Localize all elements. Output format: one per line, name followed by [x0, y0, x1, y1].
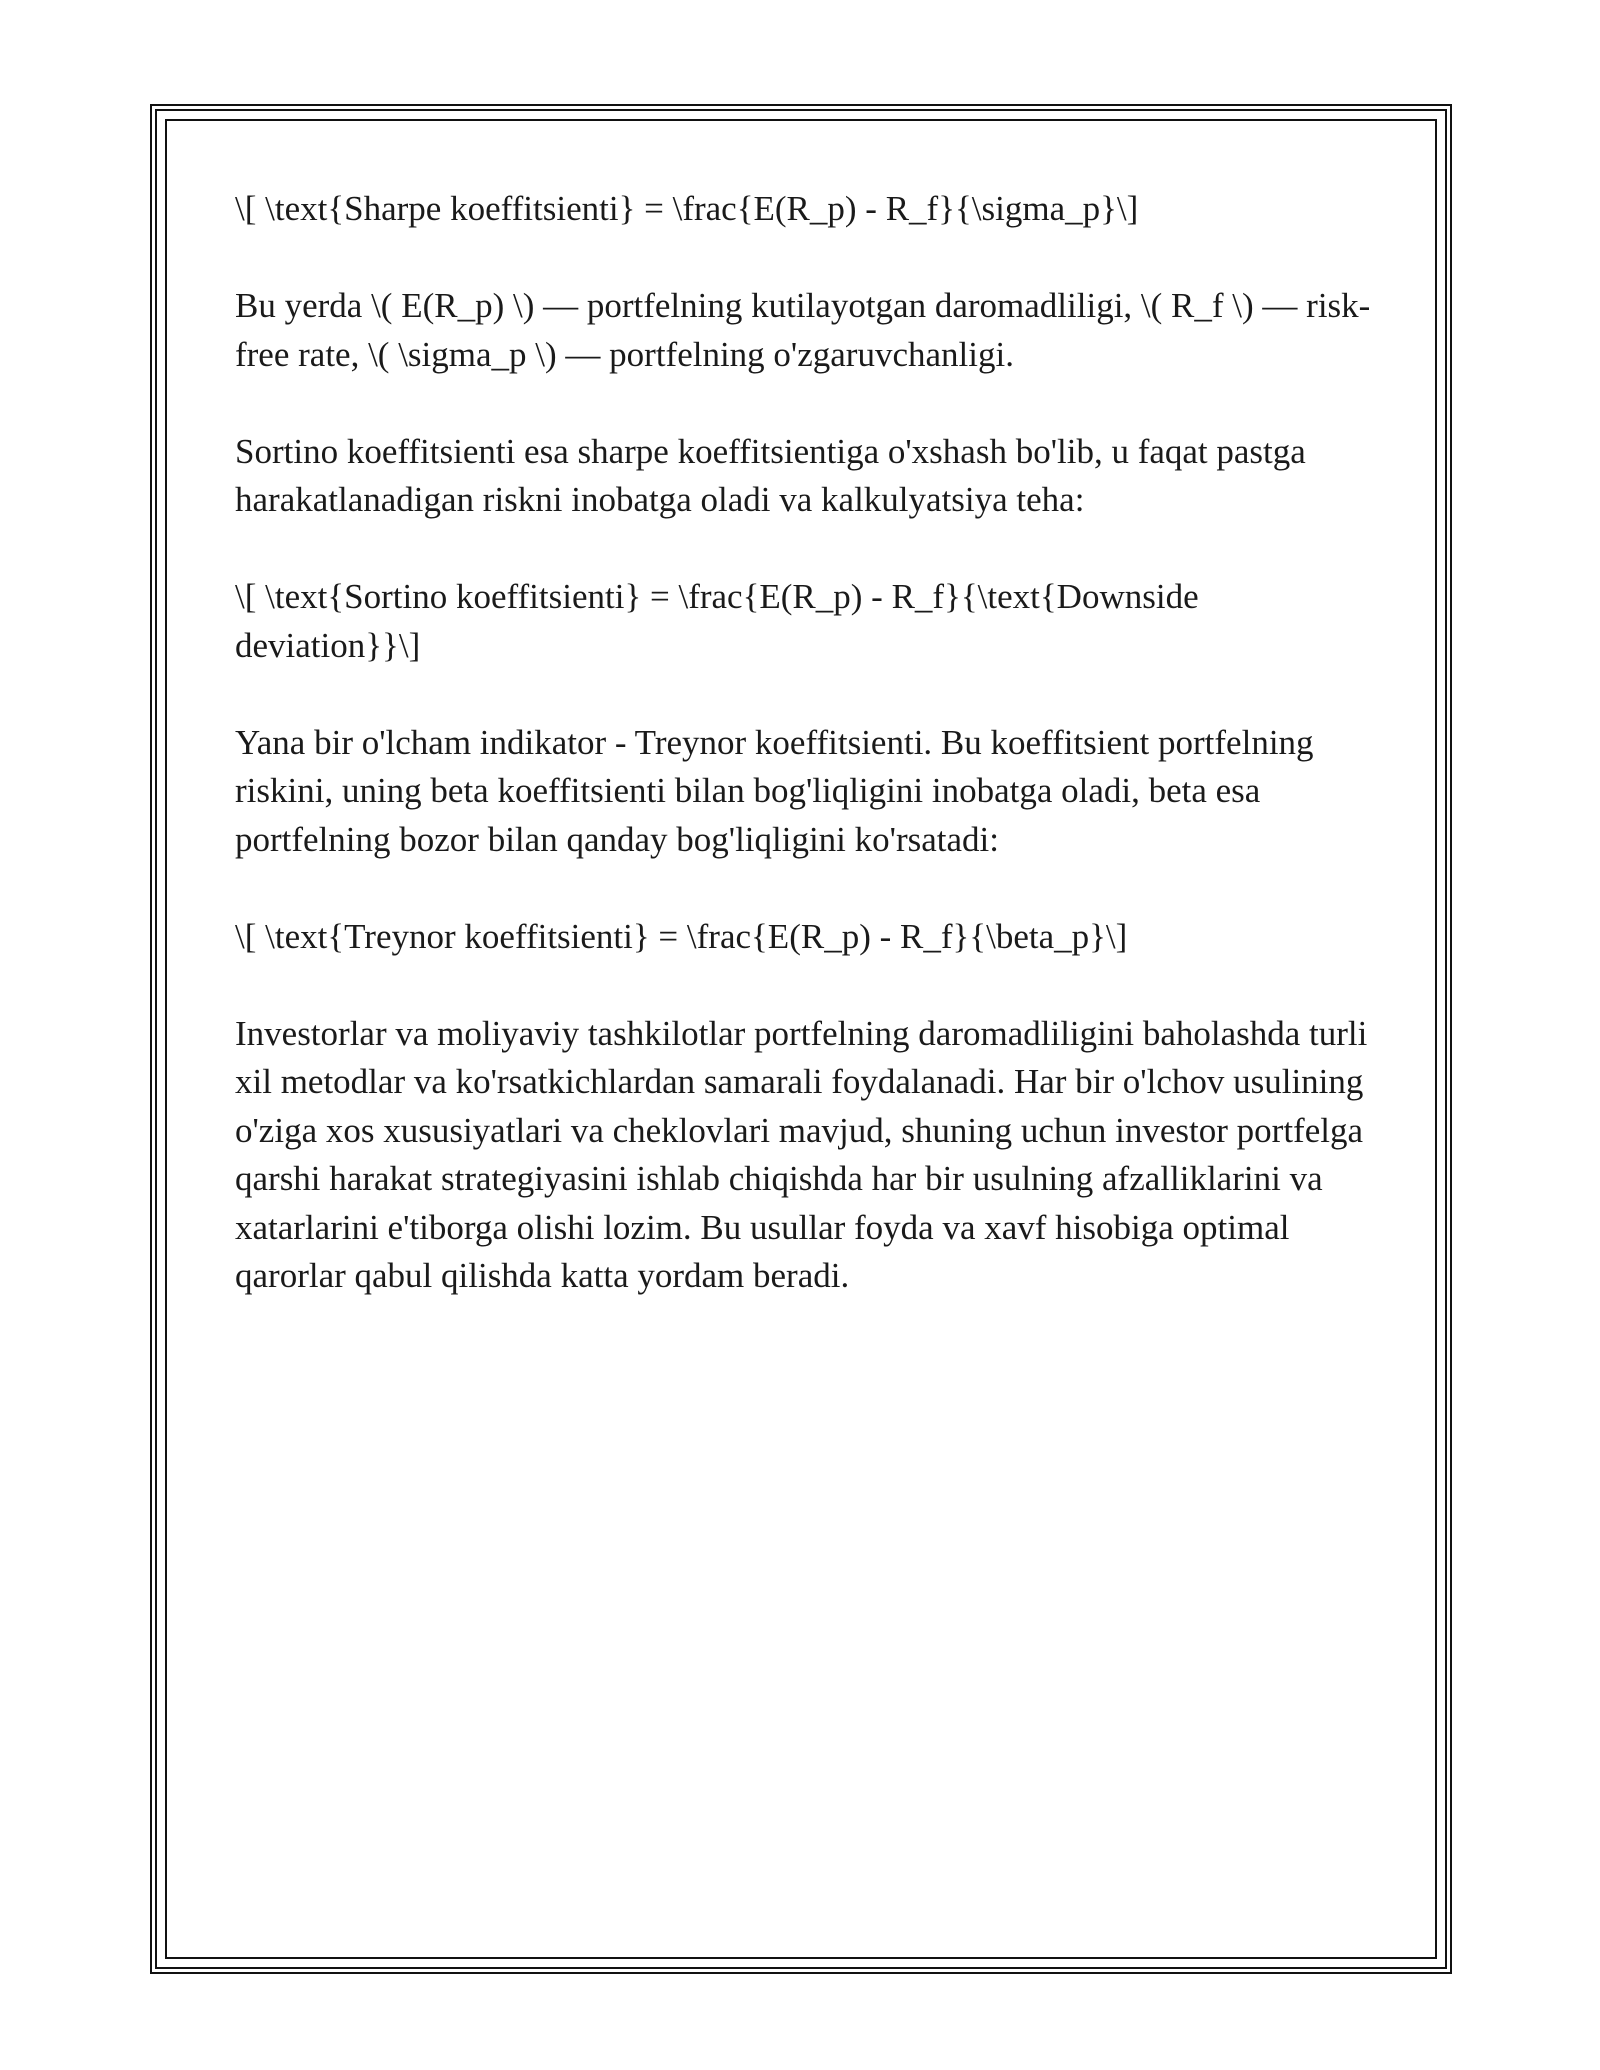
treynor-intro: Yana bir o'lcham indikator - Treynor koeffitsienti. Bu koeffitsient portfelning riskini, uning beta koeffitsienti bilan bog'liqligini inobatga oladi, beta esa portfelning bozor bilan qanday bog'liqligini ko'rsatadi:	[235, 722, 1314, 859]
treynor-formula: \[ \text{Treynor koeffitsienti} = \frac{E(R_p) - R_f}{\beta_p}\]	[235, 916, 1128, 956]
sortino-formula: \[ \text{Sortino koeffitsienti} = \frac{E(R_p) - R_f}{\text{Downside deviation}}\]	[235, 577, 1199, 665]
conclusion-paragraph: Investorlar va moliyaviy tashkilotlar portfelning daromadliligini baholashda turli xil metodlar va ko'rsatkichlardan samarali foydalanadi. Har bir o'lchov usulining o'ziga xos xususiyatlari va cheklovlari mavjud, shuning uchun investor portfelga qarshi harakat strategiyasini ishlab chiqishda har bir usulning afzalliklarini va xatarlarini e'tiborga olishi lozim. Bu usullar foyda va xavf hisobiga optimal qarorlar qabul qilishda katta yordam beradi.	[235, 1013, 1368, 1295]
sharpe-explanation: Bu yerda \( E(R_p) \) — portfelning kutilayotgan daromadliligi, \( R_f \) — risk-free rate, \( \sigma_p \) — portfelning o'zgaruvchanligi.	[235, 286, 1371, 374]
document-body	[235, 185, 1375, 1349]
sharpe-formula: \[ \text{Sharpe koeffitsienti} = \frac{E(R_p) - R_f}{\sigma_p}\]	[235, 189, 1139, 228]
sortino-intro: Sortino koeffitsienti esa sharpe koeffitsientiga o'xshash bo'lib, u faqat pastga harakatlanadigan riskni inobatga oladi va kalkulyatsiya teha:	[235, 431, 1306, 519]
